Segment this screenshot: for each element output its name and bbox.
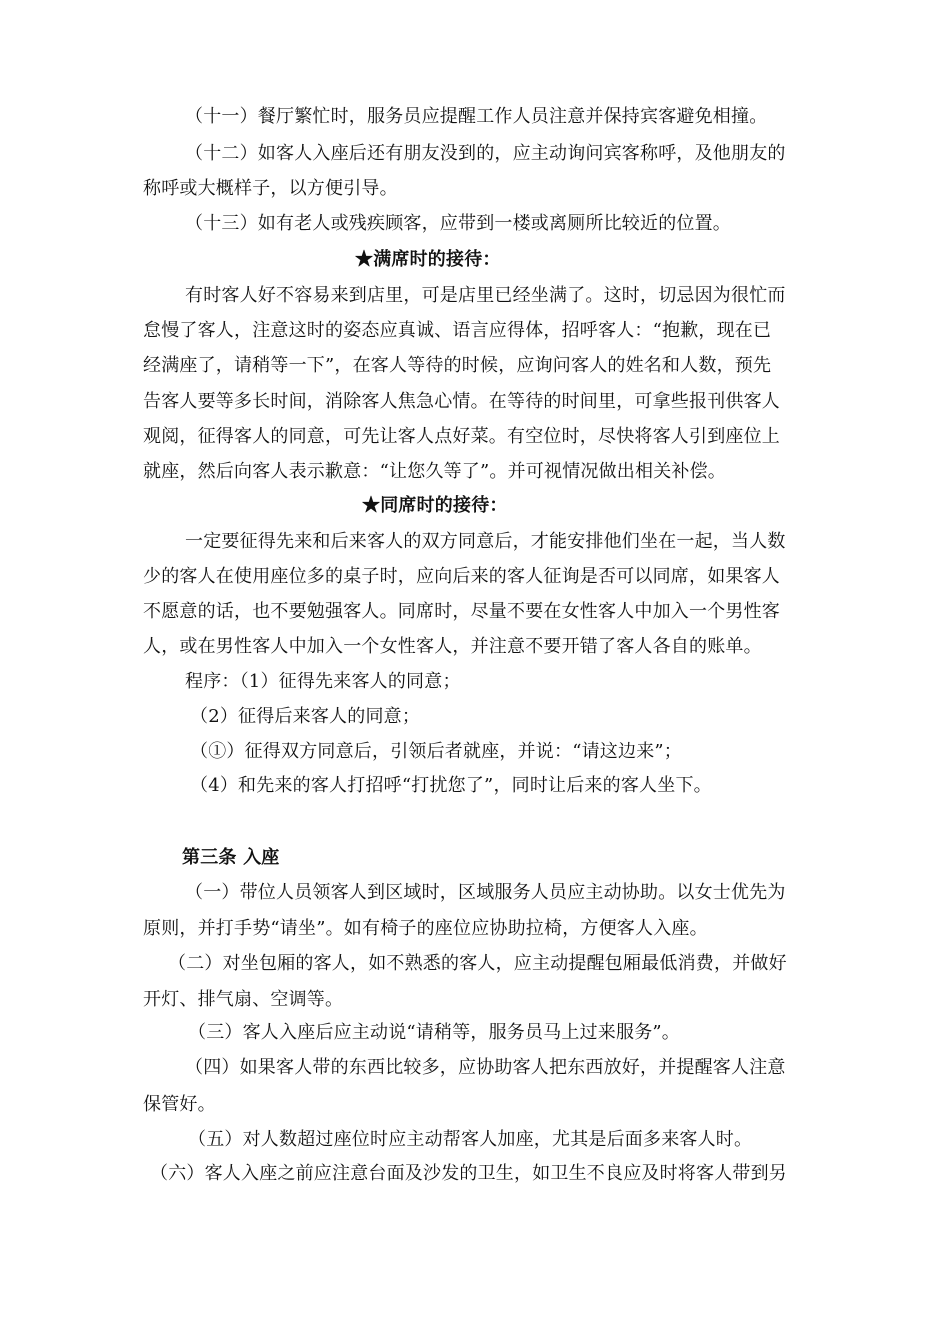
- text-line: （三）客人入座后应主动说“请稍等，服务员马上过来服务”。: [188, 1022, 681, 1043]
- text-line: （十二）如客人入座后还有朋友没到的，应主动询问宾客称呼，及他朋友的: [185, 143, 786, 164]
- text-line: 就座，然后向客人表示歉意：“让您久等了”。并可视情况做出相关补偿。: [143, 461, 727, 482]
- text-line: （一）带位人员领客人到区域时，区域服务人员应主动协助。以女士优先为: [185, 882, 786, 903]
- text-line: 一定要征得先来和后来客人的双方同意后，才能安排他们坐在一起，当人数: [185, 531, 786, 552]
- text-line: （①）征得双方同意后，引领后者就座，并说：“请这边来”；: [190, 741, 683, 762]
- text-line: 开灯、排气扇、空调等。: [143, 989, 344, 1010]
- text-line: （十三）如有老人或残疾顾客，应带到一楼或离厕所比较近的位置。: [185, 213, 731, 234]
- text-line: 称呼或大概样子，以方便引导。: [143, 178, 398, 199]
- text-line: （4）和先来的客人打招呼“打扰您了”，同时让后来的客人坐下。: [190, 775, 712, 796]
- section-heading: ★满席时的接待：: [355, 249, 501, 270]
- article-heading: 第三条 入座: [182, 847, 280, 868]
- text-line: 观阅，征得客人的同意，可先让客人点好菜。有空位时，尽快将客人引到座位上: [143, 426, 780, 447]
- text-line: （2）征得后来客人的同意；: [190, 706, 421, 727]
- text-line: 告客人要等多长时间，消除客人焦急心情。在等待的时间里，可拿些报刊供客人: [143, 391, 780, 412]
- text-line: （二）对坐包厢的客人，如不熟悉的客人，应主动提醒包厢最低消费，并做好: [168, 953, 787, 974]
- text-line: 有时客人好不容易来到店里，可是店里已经坐满了。这时，切忌因为很忙而: [185, 285, 786, 306]
- text-line: （四）如果客人带的东西比较多，应协助客人把东西放好，并提醒客人注意: [185, 1057, 786, 1078]
- section-heading: ★同席时的接待：: [362, 495, 508, 516]
- text-line: 少的客人在使用座位多的桌子时，应向后来的客人征询是否可以同席，如果客人: [143, 566, 780, 587]
- text-line: （五）对人数超过座位时应主动帮客人加座，尤其是后面多来客人时。: [188, 1129, 753, 1150]
- text-line: 经满座了，请稍等一下”，在客人等待的时候，应询问客人的姓名和人数，预先: [143, 355, 772, 376]
- text-line: 原则，并打手势“请坐”。如有椅子的座位应协助拉椅，方便客人入座。: [143, 918, 708, 939]
- text-line: 保管好。: [143, 1094, 216, 1115]
- text-line: 人，或在男性客人中加入一个女性客人，并注意不要开错了客人各自的账单。: [143, 636, 762, 657]
- text-line: （六）客人入座之前应注意台面及沙发的卫生，如卫生不良应及时将客人带到另: [150, 1163, 787, 1184]
- text-line: 不愿意的话，也不要勉强客人。同席时，尽量不要在女性客人中加入一个男性客: [143, 601, 780, 622]
- text-line: 怠慢了客人，注意这时的姿态应真诚、语言应得体，招呼客人：“抱歉，现在已: [143, 320, 772, 341]
- text-line: （十一）餐厅繁忙时，服务员应提醒工作人员注意并保持宾客避免相撞。: [185, 106, 768, 127]
- text-line: 程序：（1）征得先来客人的同意；: [185, 671, 461, 692]
